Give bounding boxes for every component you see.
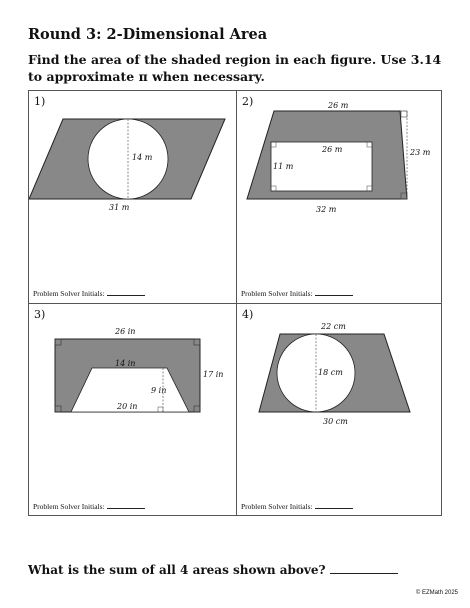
figure-3-rectangle-trapezoid — [29, 304, 235, 515]
initials-2-blank[interactable] — [315, 295, 353, 296]
label-3-outer-height: 17 in — [203, 370, 224, 379]
label-1-height: 14 m — [132, 153, 153, 162]
problem-4-number: 4) — [242, 308, 254, 321]
label-4-diameter: 18 cm — [318, 368, 343, 377]
initials-4-blank[interactable] — [315, 508, 353, 509]
initials-2: Problem Solver Initials: — [241, 289, 353, 298]
label-2-height: 23 m — [410, 148, 431, 157]
initials-3: Problem Solver Initials: — [33, 502, 145, 511]
problem-2-number: 2) — [242, 95, 254, 108]
label-3-outer-width: 26 in — [115, 327, 136, 336]
label-2-bottom: 32 m — [316, 205, 337, 214]
label-4-bottom: 30 cm — [323, 417, 348, 426]
sum-question: What is the sum of all 4 areas shown above? — [28, 563, 398, 577]
figure-1-parallelogram-circle — [29, 91, 235, 302]
problem-4 — [237, 304, 443, 515]
problem-1-number: 1) — [34, 95, 46, 108]
label-2-top: 26 m — [328, 101, 349, 110]
label-1-base: 31 m — [109, 203, 130, 212]
instructions: Find the area of the shaded region in each figure. Use 3.14 to approximate π when necessary. — [28, 52, 442, 84]
initials-1: Problem Solver Initials: — [33, 289, 145, 298]
problem-3-number: 3) — [34, 308, 46, 321]
copyright: © EZMath 2025 — [415, 590, 458, 596]
initials-1-blank[interactable] — [107, 295, 145, 296]
problem-grid — [28, 90, 442, 516]
page-title: Round 3: 2-Dimensional Area — [28, 26, 268, 43]
sum-answer-blank[interactable] — [330, 573, 398, 574]
problem-2 — [237, 91, 443, 302]
figure-4-trapezoid-circle — [237, 304, 443, 515]
label-4-top: 22 cm — [321, 322, 346, 331]
label-3-trap-top: 14 in — [115, 359, 136, 368]
initials-3-blank[interactable] — [107, 508, 145, 509]
figure-2-trapezoid-rectangle — [237, 91, 443, 302]
label-3-trap-height: 9 in — [151, 386, 167, 395]
label-3-trap-bottom: 20 in — [117, 402, 138, 411]
label-2-inner-width: 26 m — [322, 145, 343, 154]
problem-3 — [29, 304, 235, 515]
problem-1 — [29, 91, 235, 302]
initials-4: Problem Solver Initials: — [241, 502, 353, 511]
label-2-inner-height: 11 m — [273, 162, 294, 171]
